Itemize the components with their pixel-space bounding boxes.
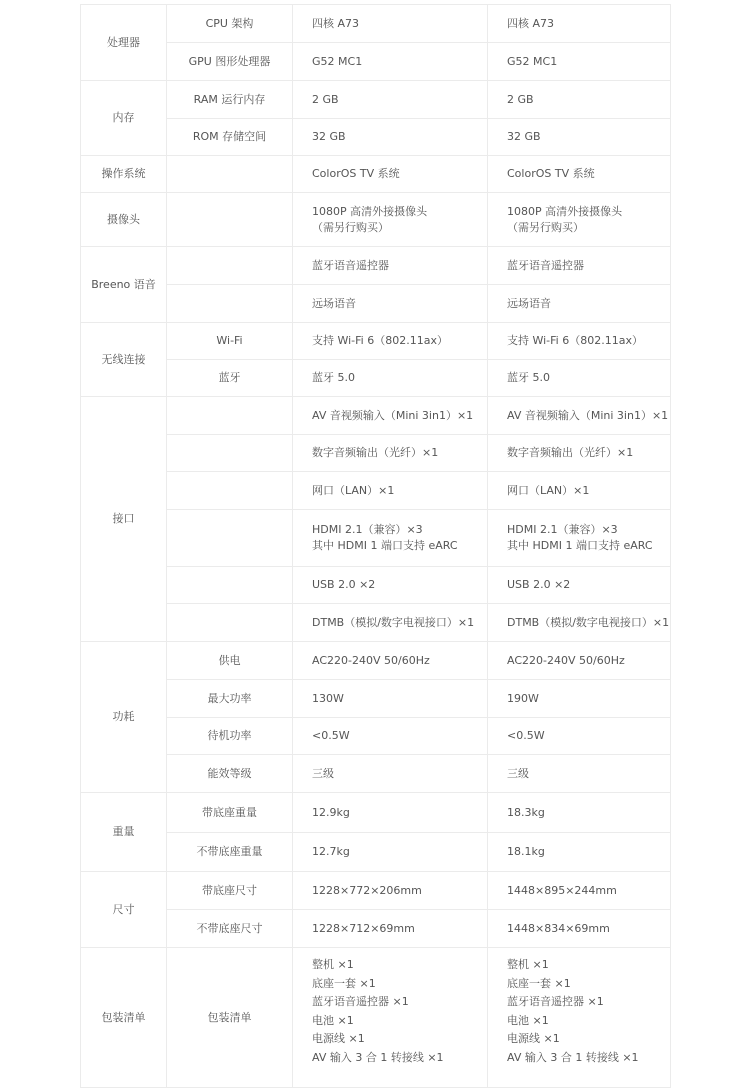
- subcategory-cell: 能效等级: [167, 755, 293, 793]
- value-cell-model-b: 1448×834×69mm: [488, 910, 671, 948]
- category-cell: 处理器: [81, 5, 167, 81]
- subcategory-cell: [167, 604, 293, 642]
- value-cell-model-a: 蓝牙语音遥控器: [293, 247, 488, 285]
- value-cell-model-a: <0.5W: [293, 718, 488, 755]
- value-cell-model-b: DTMB（模拟/数字电视接口）×1: [488, 604, 671, 642]
- value-cell-model-a: 130W: [293, 680, 488, 718]
- package-item: 整机 ×1: [507, 958, 549, 971]
- category-cell: 接口: [81, 397, 167, 642]
- package-item: 底座一套 ×1: [312, 976, 376, 990]
- subcategory-cell: 带底座重量: [167, 793, 293, 833]
- value-cell-model-b: USB 2.0 ×2: [488, 567, 671, 604]
- spec-row: [81, 910, 671, 948]
- subcategory-cell: [167, 285, 293, 323]
- subcategory-cell: 供电: [167, 642, 293, 680]
- value-cell-model-a: USB 2.0 ×2: [293, 567, 488, 604]
- value-cell-model-a: ColorOS TV 系统: [293, 156, 488, 193]
- subcategory-cell: [167, 193, 293, 247]
- value-cell-model-a: 1228×772×206mm: [293, 872, 488, 910]
- value-cell-model-a: 三级: [293, 755, 488, 793]
- value-cell-model-a: 1228×712×69mm: [293, 910, 488, 948]
- spec-row: [81, 285, 671, 323]
- value-cell-model-b: 四核 A73: [488, 5, 671, 43]
- category-cell: 无线连接: [81, 323, 167, 397]
- package-list-model-b: [488, 948, 671, 1088]
- value-cell-model-b: 190W: [488, 680, 671, 718]
- subcategory-cell: ROM 存储空间: [167, 119, 293, 156]
- subcategory-cell: 带底座尺寸: [167, 872, 293, 910]
- value-cell-model-a: AV 音视频输入（Mini 3in1）×1: [293, 397, 488, 435]
- value-cell-model-a: 2 GB: [293, 81, 488, 119]
- category-cell: 重量: [81, 793, 167, 872]
- subcategory-cell: 待机功率: [167, 718, 293, 755]
- subcategory-cell: [167, 156, 293, 193]
- value-cell-model-b: 1080P 高清外接摄像头 （需另行购买）: [488, 193, 671, 247]
- value-cell-model-b: 三级: [488, 755, 671, 793]
- subcategory-cell: 蓝牙: [167, 360, 293, 397]
- value-cell-model-a: DTMB（模拟/数字电视接口）×1: [293, 604, 488, 642]
- spec-row: [81, 119, 671, 156]
- value-cell-model-b: 网口（LAN）×1: [488, 472, 671, 510]
- spec-row: [81, 5, 671, 43]
- subcategory-cell: 包装清单: [167, 948, 293, 1088]
- value-cell-model-b: 18.1kg: [488, 833, 671, 872]
- value-cell-model-a: 远场语音: [293, 285, 488, 323]
- spec-row: [81, 247, 671, 285]
- value-cell-model-b: 蓝牙 5.0: [488, 360, 671, 397]
- category-cell: 功耗: [81, 642, 167, 793]
- package-item: AV 输入 3 合 1 转接线 ×1: [507, 1050, 639, 1064]
- subcategory-cell: [167, 247, 293, 285]
- subcategory-cell: GPU 图形处理器: [167, 43, 293, 81]
- value-cell-model-a: 12.9kg: [293, 793, 488, 833]
- subcategory-cell: 不带底座重量: [167, 833, 293, 872]
- value-cell-model-a: 四核 A73: [293, 5, 488, 43]
- value-cell-model-b: G52 MC1: [488, 43, 671, 81]
- package-item: 电池 ×1: [507, 1013, 549, 1027]
- spec-row: [81, 567, 671, 604]
- value-cell-model-a: 1080P 高清外接摄像头 （需另行购买）: [293, 193, 488, 247]
- spec-row: [81, 872, 671, 910]
- value-cell-model-a: 32 GB: [293, 119, 488, 156]
- spec-row: [81, 43, 671, 81]
- package-list-model-a: [293, 948, 488, 1088]
- package-item: 整机 ×1: [312, 958, 354, 971]
- package-item: AV 输入 3 合 1 转接线 ×1: [312, 1050, 444, 1064]
- spec-row: [81, 604, 671, 642]
- spec-row: [81, 435, 671, 472]
- category-cell: 操作系统: [81, 156, 167, 193]
- value-cell-model-b: 1448×895×244mm: [488, 872, 671, 910]
- value-cell-model-a: 12.7kg: [293, 833, 488, 872]
- spec-row: [81, 642, 671, 680]
- category-cell: 内存: [81, 81, 167, 156]
- package-item: 底座一套 ×1: [507, 976, 571, 990]
- value-cell-model-b: 远场语音: [488, 285, 671, 323]
- value-cell-model-b: 18.3kg: [488, 793, 671, 833]
- package-item: 蓝牙语音遥控器 ×1: [507, 995, 604, 1008]
- value-cell-model-a: 网口（LAN）×1: [293, 472, 488, 510]
- value-cell-model-b: HDMI 2.1（兼容）×3 其中 HDMI 1 端口支持 eARC: [488, 510, 671, 567]
- subcategory-cell: 最大功率: [167, 680, 293, 718]
- subcategory-cell: [167, 472, 293, 510]
- value-cell-model-a: AC220-240V 50/60Hz: [293, 642, 488, 680]
- value-cell-model-b: AC220-240V 50/60Hz: [488, 642, 671, 680]
- subcategory-cell: [167, 397, 293, 435]
- value-cell-model-a: G52 MC1: [293, 43, 488, 81]
- spec-row: [81, 793, 671, 833]
- package-item: 电源线 ×1: [507, 1032, 560, 1045]
- spec-row: [81, 755, 671, 793]
- package-row: [81, 948, 671, 1088]
- category-cell: 包装清单: [81, 948, 167, 1088]
- spec-row: [81, 510, 671, 567]
- spec-row: [81, 323, 671, 360]
- value-cell-model-a: HDMI 2.1（兼容）×3 其中 HDMI 1 端口支持 eARC: [293, 510, 488, 567]
- spec-row: [81, 472, 671, 510]
- category-cell: Breeno 语音: [81, 247, 167, 323]
- subcategory-cell: 不带底座尺寸: [167, 910, 293, 948]
- value-cell-model-b: <0.5W: [488, 718, 671, 755]
- spec-row: [81, 81, 671, 119]
- value-cell-model-b: ColorOS TV 系统: [488, 156, 671, 193]
- spec-row: [81, 397, 671, 435]
- value-cell-model-b: AV 音视频输入（Mini 3in1）×1: [488, 397, 671, 435]
- value-cell-model-b: 数字音频输出（光纤）×1: [488, 435, 671, 472]
- package-item: 蓝牙语音遥控器 ×1: [312, 995, 409, 1008]
- value-cell-model-b: 2 GB: [488, 81, 671, 119]
- category-cell: 尺寸: [81, 872, 167, 948]
- spec-table: [80, 4, 671, 1088]
- spec-row: [81, 833, 671, 872]
- value-cell-model-a: 蓝牙 5.0: [293, 360, 488, 397]
- subcategory-cell: [167, 510, 293, 567]
- package-item: 电池 ×1: [312, 1013, 354, 1027]
- spec-row: [81, 680, 671, 718]
- subcategory-cell: [167, 435, 293, 472]
- spec-row: [81, 360, 671, 397]
- spec-row: [81, 156, 671, 193]
- package-item: 电源线 ×1: [312, 1032, 365, 1045]
- subcategory-cell: RAM 运行内存: [167, 81, 293, 119]
- value-cell-model-b: 蓝牙语音遥控器: [488, 247, 671, 285]
- subcategory-cell: Wi-Fi: [167, 323, 293, 360]
- value-cell-model-a: 数字音频输出（光纤）×1: [293, 435, 488, 472]
- subcategory-cell: CPU 架构: [167, 5, 293, 43]
- subcategory-cell: [167, 567, 293, 604]
- category-cell: 摄像头: [81, 193, 167, 247]
- value-cell-model-b: 支持 Wi-Fi 6（802.11ax）: [488, 323, 671, 360]
- value-cell-model-b: 32 GB: [488, 119, 671, 156]
- spec-row: [81, 718, 671, 755]
- value-cell-model-a: 支持 Wi-Fi 6（802.11ax）: [293, 323, 488, 360]
- spec-row: [81, 193, 671, 247]
